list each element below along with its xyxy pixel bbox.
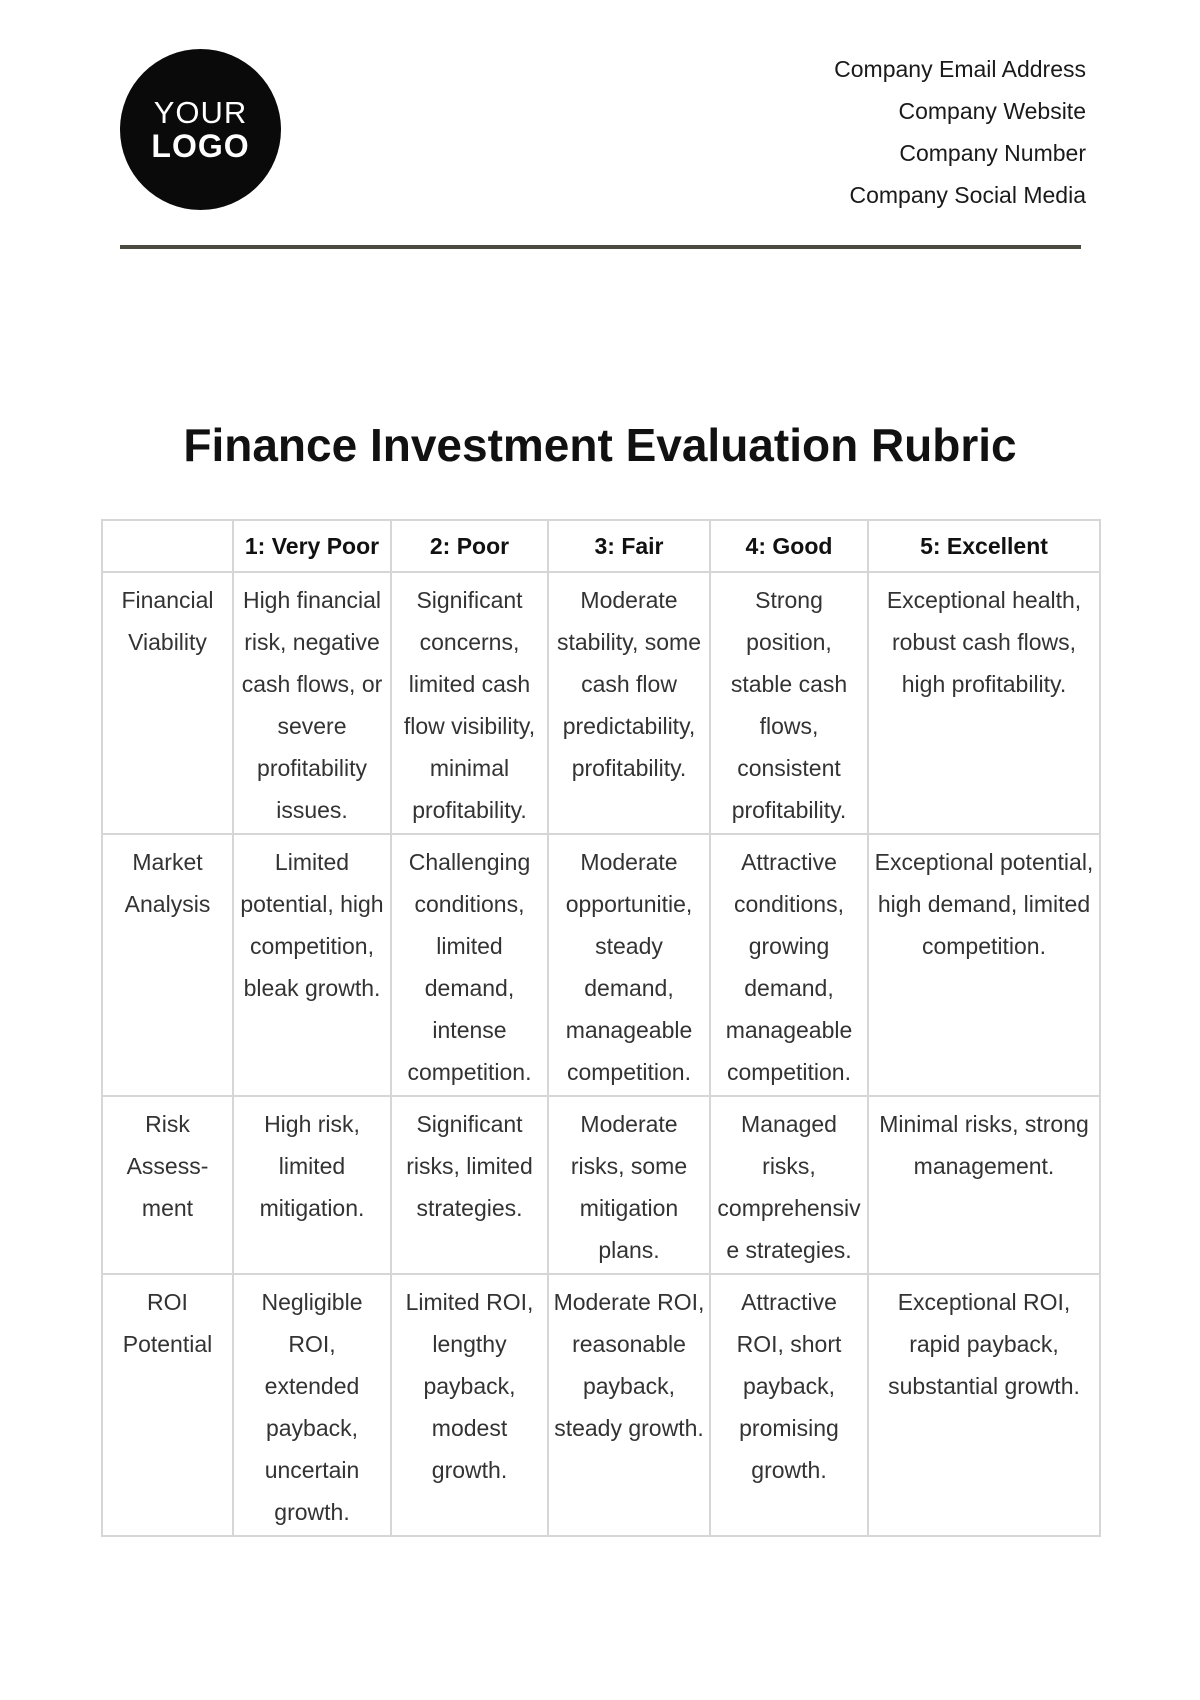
table-cell: Significant risks, limited strategies.: [391, 1096, 548, 1274]
header-cell-very-poor: 1: Very Poor: [233, 520, 391, 572]
table-cell: Moderate stability, some cash flow predictability, profitability.: [548, 572, 710, 834]
table-cell: Moderate risks, some mitigation plans.: [548, 1096, 710, 1274]
rubric-table: [101, 519, 1101, 1537]
table-cell: Challenging conditions, limited demand, intense competition.: [391, 834, 548, 1096]
company-social-media: Company Social Media: [849, 182, 1086, 208]
company-logo: [120, 49, 281, 210]
header-cell-excellent: 5: Excellent: [868, 520, 1100, 572]
table-cell: Limited ROI, lengthy payback, modest growth.: [391, 1274, 548, 1536]
table-cell: Negligible ROI, extended payback, uncertain growth.: [233, 1274, 391, 1536]
header-cell-fair: 3: Fair: [548, 520, 710, 572]
table-row: [102, 834, 1100, 1096]
table-cell: High risk, limited mitigation.: [233, 1096, 391, 1274]
header-cell-poor: 2: Poor: [391, 520, 548, 572]
table-cell: Moderate opportunitie, steady demand, manageable competition.: [548, 834, 710, 1096]
company-email: Company Email Address: [834, 56, 1086, 82]
table-cell: Managed risks, comprehensive strategies.: [710, 1096, 868, 1274]
table-row: [102, 1096, 1100, 1274]
table-cell: Strong position, stable cash flows, consistent profitability.: [710, 572, 868, 834]
table-row: [102, 1274, 1100, 1536]
table-header-row: [102, 520, 1100, 572]
table-cell: High financial risk, negative cash flows, or severe profitability issues.: [233, 572, 391, 834]
row-criterion: Financial Viability: [102, 572, 233, 834]
row-criterion: ROI Potential: [102, 1274, 233, 1536]
table-cell: Exceptional health, robust cash flows, high profitability.: [868, 572, 1100, 834]
row-criterion: Risk Assess-ment: [102, 1096, 233, 1274]
logo-text-line2: LOGO: [151, 128, 250, 164]
page-title: Finance Investment Evaluation Rubric: [183, 419, 1017, 471]
table-cell: Significant concerns, limited cash flow visibility, minimal profitability.: [391, 572, 548, 834]
table-cell: Attractive ROI, short payback, promising growth.: [710, 1274, 868, 1536]
company-website: Company Website: [898, 98, 1086, 124]
header-cell-good: 4: Good: [710, 520, 868, 572]
table-cell: Limited potential, high competition, bleak growth.: [233, 834, 391, 1096]
header-cell-criterion: [102, 520, 233, 572]
company-number: Company Number: [899, 140, 1086, 166]
table-cell: Minimal risks, strong management.: [868, 1096, 1100, 1274]
table-cell: Exceptional ROI, rapid payback, substantial growth.: [868, 1274, 1100, 1536]
header-divider: [120, 245, 1081, 249]
table-cell: Moderate ROI, reasonable payback, steady growth.: [548, 1274, 710, 1536]
row-criterion: Market Analysis: [102, 834, 233, 1096]
table-row: [102, 572, 1100, 834]
contact-block: [834, 51, 1086, 219]
table-cell: Attractive conditions, growing demand, manageable competition.: [710, 834, 868, 1096]
logo-text-line1: YOUR: [153, 95, 248, 130]
table-cell: Exceptional potential, high demand, limited competition.: [868, 834, 1100, 1096]
